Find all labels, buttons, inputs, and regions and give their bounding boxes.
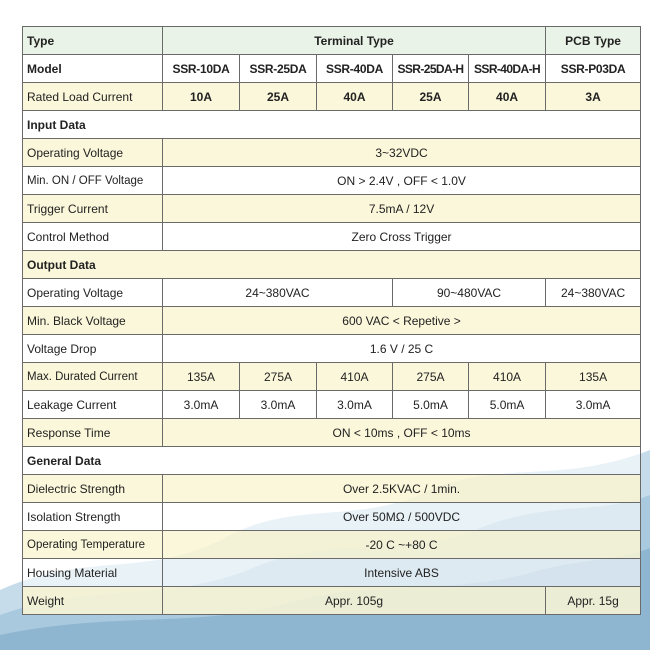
model-label: Model — [23, 55, 163, 83]
voltage-drop-label: Voltage Drop — [23, 335, 163, 363]
leakage-cell: 5.0mA — [393, 391, 469, 419]
input-operating-voltage-value: 3~32VDC — [163, 139, 641, 167]
leakage-cell: 3.0mA — [163, 391, 240, 419]
temperature-value: -20 C ~+80 C — [163, 531, 641, 559]
leakage-label: Leakage Current — [23, 391, 163, 419]
input-section-row — [23, 111, 641, 139]
model-cell: SSR-40DA — [317, 55, 393, 83]
model-cell: SSR-25DA — [240, 55, 317, 83]
max-current-cell: 410A — [317, 363, 393, 391]
terminal-type-header: Terminal Type — [163, 27, 546, 55]
max-current-cell: 135A — [163, 363, 240, 391]
housing-value: Intensive ABS — [163, 559, 641, 587]
trigger-current-value: 7.5mA / 12V — [163, 195, 641, 223]
table-row — [23, 419, 641, 447]
pcb-type-header: PCB Type — [546, 27, 641, 55]
temperature-label: Operating Temperature — [23, 531, 163, 559]
general-section-row — [23, 447, 641, 475]
table-row — [23, 363, 641, 391]
max-current-cell: 410A — [469, 363, 546, 391]
table-row — [23, 587, 641, 615]
model-row — [23, 55, 641, 83]
on-off-voltage-value: ON > 2.4V , OFF < 1.0V — [163, 167, 641, 195]
weight-pcb-value: Appr. 15g — [546, 587, 641, 615]
voltage-drop-value: 1.6 V / 25 C — [163, 335, 641, 363]
isolation-value: Over 50MΩ / 500VDC — [163, 503, 641, 531]
weight-label: Weight — [23, 587, 163, 615]
response-time-label: Response Time — [23, 419, 163, 447]
max-current-cell: 135A — [546, 363, 641, 391]
table-row — [23, 559, 641, 587]
model-cell: SSR-P03DA — [546, 55, 641, 83]
general-data-heading: General Data — [23, 447, 641, 475]
rated-load-cell: 25A — [240, 83, 317, 111]
table-row — [23, 195, 641, 223]
trigger-current-label: Trigger Current — [23, 195, 163, 223]
output-operating-voltage-value: 24~380VAC — [163, 279, 393, 307]
max-current-cell: 275A — [393, 363, 469, 391]
model-cell: SSR-10DA — [163, 55, 240, 83]
max-current-cell: 275A — [240, 363, 317, 391]
rated-load-cell: 25A — [393, 83, 469, 111]
output-operating-voltage-value: 90~480VAC — [393, 279, 546, 307]
rated-load-label: Rated Load Current — [23, 83, 163, 111]
output-section-row — [23, 251, 641, 279]
table-row — [23, 391, 641, 419]
model-cell: SSR-40DA-H — [469, 55, 546, 83]
response-time-value: ON < 10ms , OFF < 10ms — [163, 419, 641, 447]
on-off-voltage-label: Min. ON / OFF Voltage — [23, 167, 163, 195]
rated-load-row — [23, 83, 641, 111]
table-row — [23, 307, 641, 335]
leakage-cell: 3.0mA — [546, 391, 641, 419]
output-operating-voltage-value: 24~380VAC — [546, 279, 641, 307]
control-method-value: Zero Cross Trigger — [163, 223, 641, 251]
table-row — [23, 279, 641, 307]
table-row — [23, 475, 641, 503]
input-data-heading: Input Data — [23, 111, 641, 139]
leakage-cell: 5.0mA — [469, 391, 546, 419]
black-voltage-label: Min. Black Voltage — [23, 307, 163, 335]
table-row — [23, 223, 641, 251]
model-cell: SSR-25DA-H — [393, 55, 469, 83]
table-row — [23, 503, 641, 531]
input-operating-voltage-label: Operating Voltage — [23, 139, 163, 167]
table-row — [23, 167, 641, 195]
output-data-heading: Output Data — [23, 251, 641, 279]
rated-load-cell: 40A — [317, 83, 393, 111]
rated-load-cell: 3A — [546, 83, 641, 111]
control-method-label: Control Method — [23, 223, 163, 251]
housing-label: Housing Material — [23, 559, 163, 587]
type-header: Type — [23, 27, 163, 55]
isolation-label: Isolation Strength — [23, 503, 163, 531]
type-header-row — [23, 27, 641, 55]
table-row — [23, 531, 641, 559]
weight-terminal-value: Appr. 105g — [163, 587, 546, 615]
black-voltage-value: 600 VAC < Repetive > — [163, 307, 641, 335]
max-current-label: Max. Durated Current — [23, 363, 163, 391]
ssr-spec-table — [22, 26, 641, 615]
output-operating-voltage-label: Operating Voltage — [23, 279, 163, 307]
rated-load-cell: 40A — [469, 83, 546, 111]
leakage-cell: 3.0mA — [240, 391, 317, 419]
dielectric-value: Over 2.5KVAC / 1min. — [163, 475, 641, 503]
rated-load-cell: 10A — [163, 83, 240, 111]
dielectric-label: Dielectric Strength — [23, 475, 163, 503]
table-row — [23, 139, 641, 167]
leakage-cell: 3.0mA — [317, 391, 393, 419]
table-row — [23, 335, 641, 363]
